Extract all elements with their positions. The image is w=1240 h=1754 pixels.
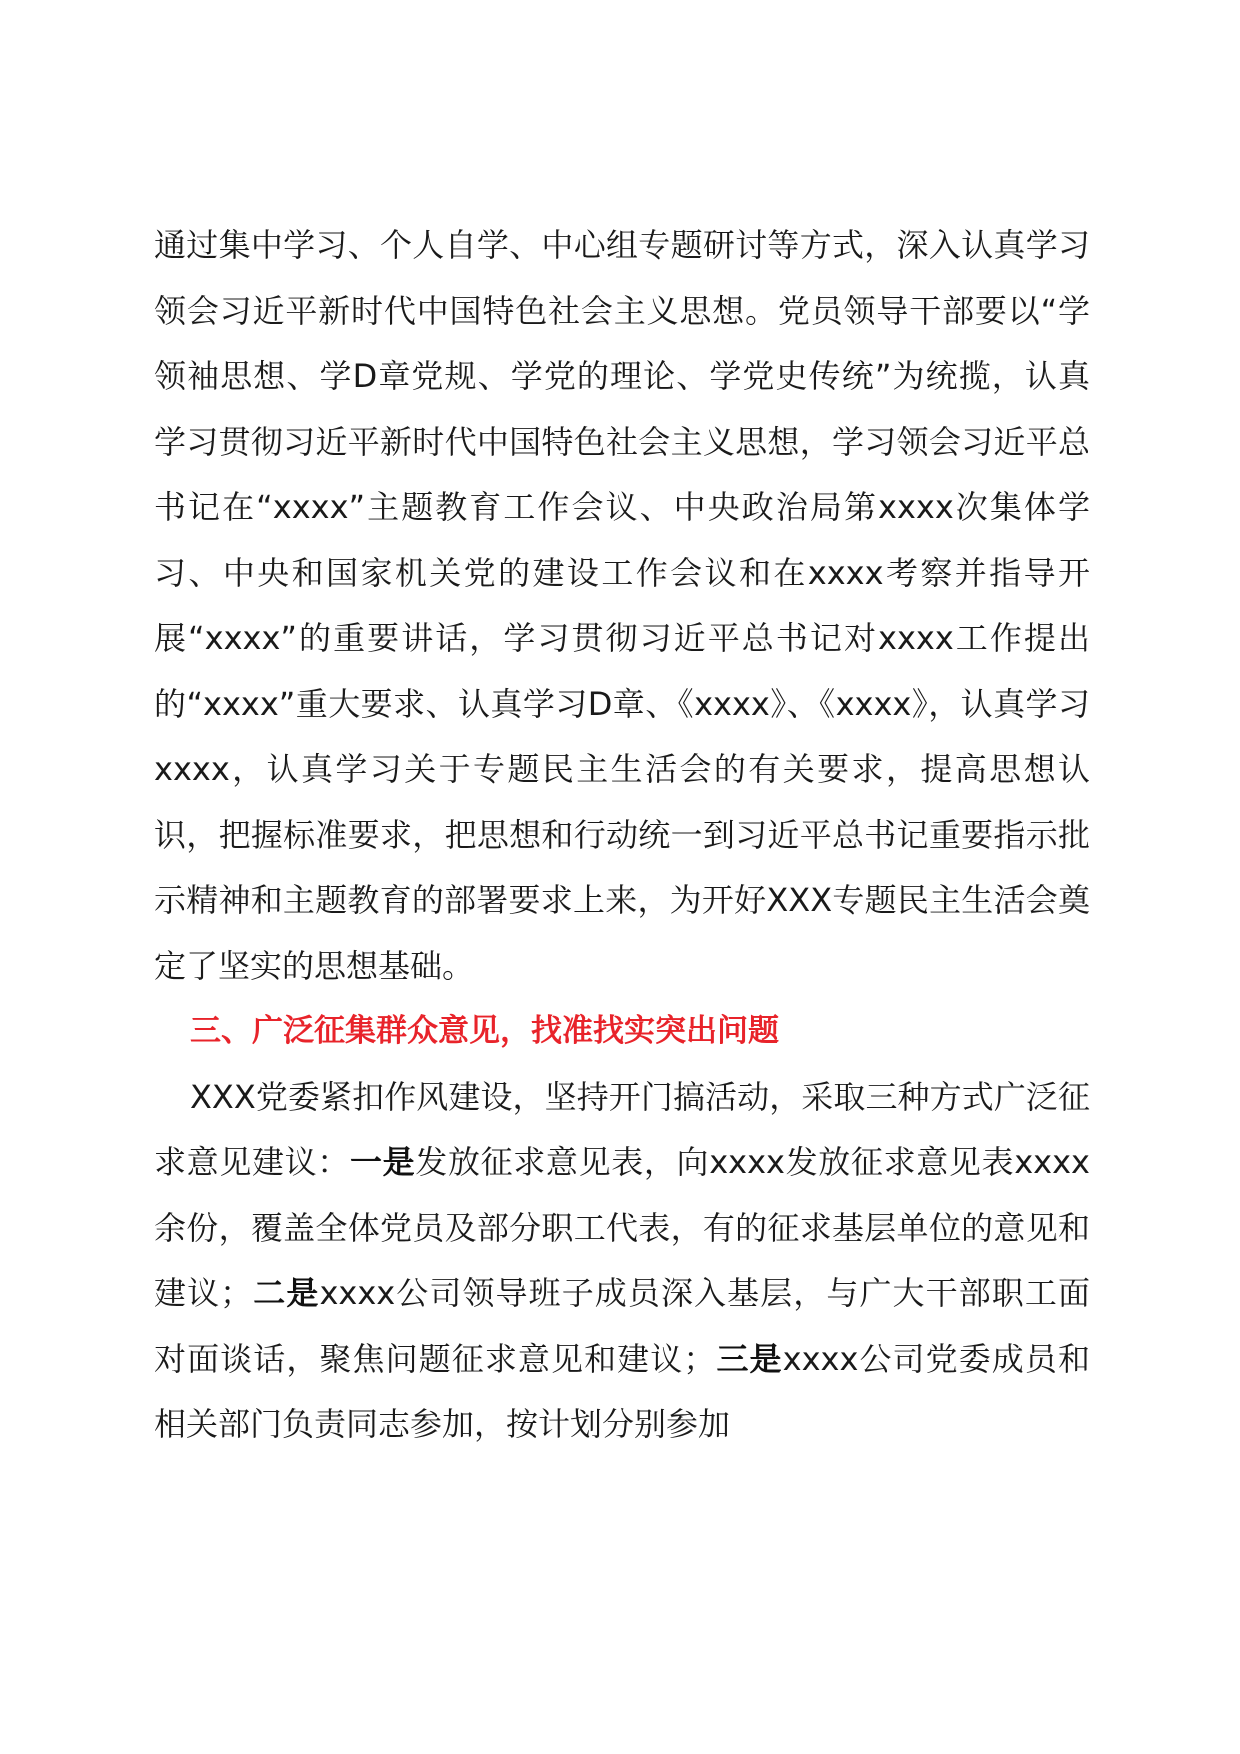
item-2-label: 二是 [252,1274,320,1312]
item-2-text: xxxx公司领导班子成员深入基层，与广大干部职工面对面谈话，聚焦问题征求意见和建议； [154,1274,1090,1378]
document-body [154,213,1090,1458]
body-paragraph-opinions [154,1065,1090,1458]
item-1-label: 一是 [349,1143,416,1181]
item-1-text: 发放征求意见表，向xxxx发放征求意见表xxxx余份，覆盖全体党员及部分职工代表，有的征求基层单位的意见和建议； [154,1143,1090,1312]
paragraph-intro: XXX党委紧扣作风建设，坚持开门搞活动，采取三种方式广泛征求意见建议： [154,1077,1090,1181]
item-3-label: 三是 [715,1339,783,1378]
body-paragraph-study: 通过集中学习、个人自学、中心组专题研讨等方式，深入认真学习领会习近平新时代中国特色社会主义思想。党员领导干部要以“学领袖思想、学D章党规、学党的理论、学党史传统”为统揽，认真学习贯彻习近平新时代中国特色社会主义思想，学习领会习近平总书记在“xxxx”主题教育工作会议、中央政治局第xxxx次集体学习、中央和国家机关党的建设工作会议和在xxxx考察并指导开展“xxxx”的重要讲话，学习贯彻习近平总书记对xxxx工作提出的“xxxx”重大要求、认真学习D章、《xxxx》、《xxxx》，认真学习xxxx，认真学习关于专题民主生活会的有关要求，提高思想认识，把握标准要求，把思想和行动统一到习近平总书记重要指示批示精神和主题教育的部署要求上来，为开好XXX专题民主生活会奠定了坚实的思想基础。 [154,226,1090,985]
item-3-text: xxxx公司党委成员和相关部门负责同志参加，按计划分别参加 [154,1339,1090,1443]
section-heading-3: 三、广泛征集群众意见，找准找实突出问题 [190,1013,779,1049]
